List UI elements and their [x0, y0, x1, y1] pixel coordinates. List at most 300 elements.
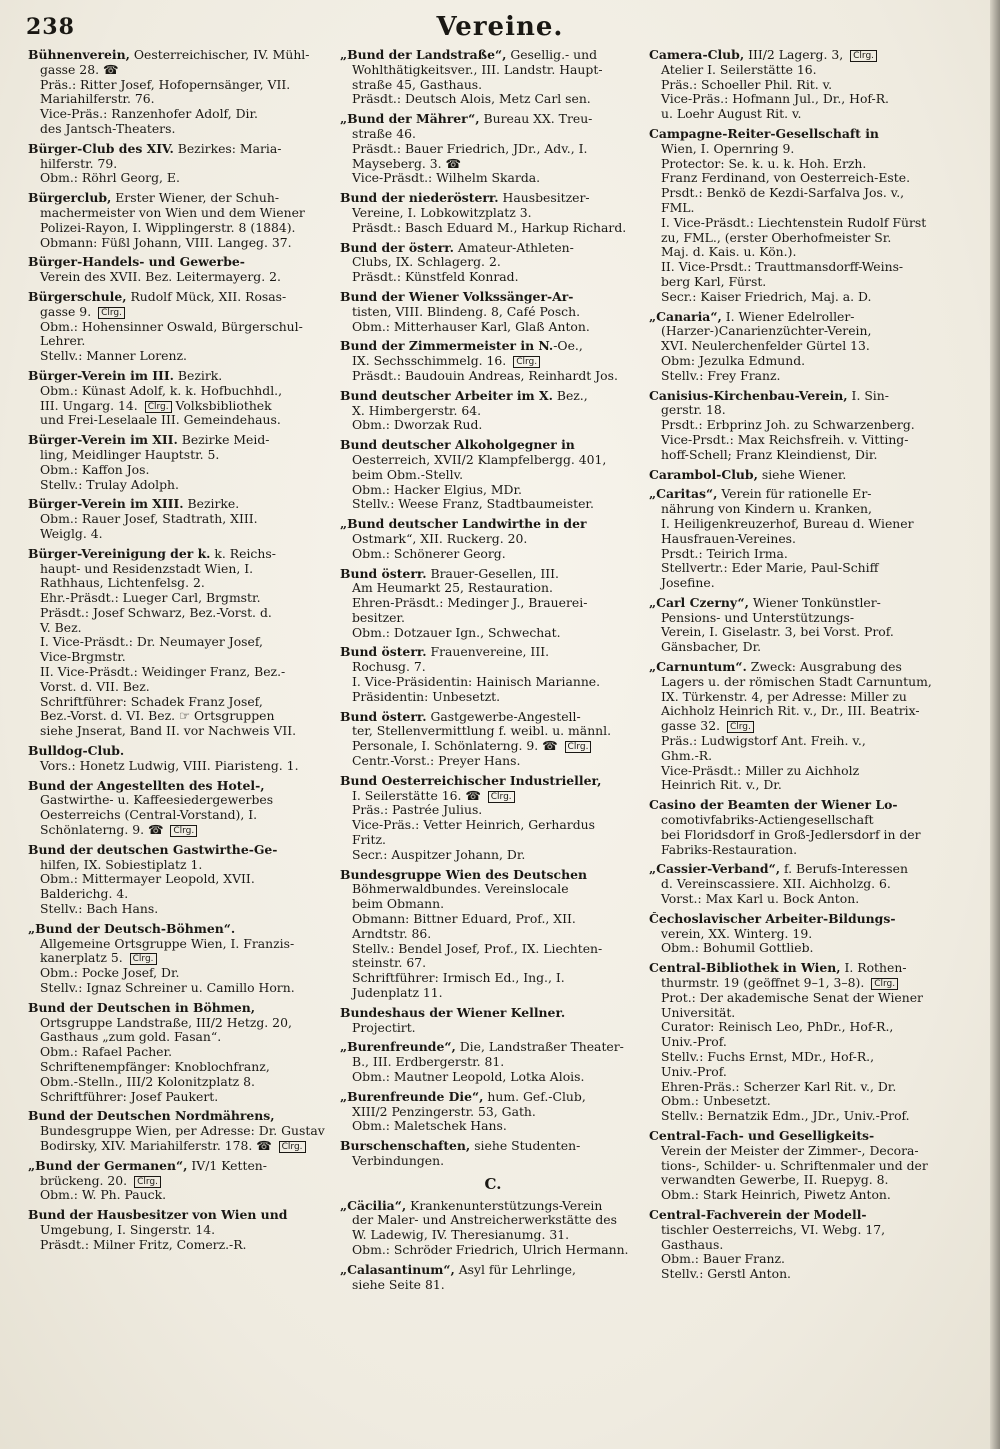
entry-heading-line: Bürgerclub, Erster Wiener, der Schuh-: [28, 191, 280, 206]
directory-entry: [340, 339, 646, 383]
entry-detail-line: (Harzer-)Canarienzüchter-Verein,: [661, 324, 872, 339]
entry-detail-line: Stellvertr.: Eder Marie, Paul-Schiff: [661, 561, 879, 576]
clrg-badge: Clrg.: [513, 356, 540, 368]
entry-detail-line: Ehr.-Präsdt.: Lueger Carl, Brgmstr.: [40, 591, 261, 606]
entry-detail-line: Umgebung, I. Singerstr. 14.: [40, 1222, 216, 1237]
entry-heading-line: Bürger-Handels- und Gewerbe-: [28, 255, 245, 270]
entry-detail-line: Clubs, IX. Schlagerg. 2.: [352, 255, 501, 270]
entry-detail-line: Wohlthätigkeitsver., III. Landstr. Haupt-: [352, 62, 603, 77]
page-header: [20, 10, 980, 46]
entry-detail-line: Allgemeine Ortsgruppe Wien, I. Franzis-: [40, 936, 295, 951]
directory-entry: [28, 433, 333, 492]
entry-detail-line: Josefine.: [661, 576, 715, 591]
entry-detail-line: Vorst.: Max Karl u. Bock Anton.: [661, 892, 860, 907]
directory-entry: [28, 1208, 333, 1252]
entry-detail-line: Mayseberg. 3. ☎: [352, 156, 461, 171]
entry-detail-line: V. Bez.: [40, 620, 82, 635]
entry-detail-line: Stellv.: Fuchs Ernst, MDr., Hof-R.,: [661, 1050, 875, 1064]
clrg-badge: Clrg.: [850, 50, 877, 62]
directory-entry: [340, 112, 646, 186]
entry-detail-line: Obm.: Mittermayer Leopold, XVII.: [40, 872, 255, 887]
entry-detail-line: X. Himbergerstr. 64.: [352, 403, 482, 418]
entry-detail-line: Präs.: Pastrée Julius.: [352, 803, 483, 818]
entry-detail-line: Obm.: Schröder Friedrich, Ulrich Hermann.: [352, 1242, 629, 1257]
directory-entry: [340, 1199, 646, 1258]
entry-detail-line: Vors.: Honetz Ludwig, VIII. Piaristeng. 1.: [40, 758, 299, 773]
entry-heading-line: „Caritas“, Verein für rationelle Er-: [649, 487, 872, 502]
entry-heading-line: Central-Bibliothek in Wien, I. Rothen-: [649, 961, 907, 976]
directory-entry: [28, 290, 333, 364]
entry-detail-line: Univ.-Prof.: [661, 1064, 727, 1079]
entry-detail-line: Präs.: Ritter Josef, Hofopernsänger, VII.: [40, 77, 291, 92]
entry-detail-line: Obm.: Künast Adolf, k. k. Hofbuchhdl.,: [40, 383, 283, 398]
entry-detail-line: Bundesgruppe Wien, per Adresse: Dr. Gustav: [40, 1124, 325, 1139]
entry-heading-line: Bürger-Verein im XII. Bezirke Meid-: [28, 433, 270, 448]
entry-detail-line: Obm.: Bauer Franz.: [661, 1252, 785, 1267]
entry-detail-line: Am Heumarkt 25, Restauration.: [352, 581, 553, 596]
entry-detail-line: Personale, I. Schönlaterng. 9. ☎ Clrg.: [340, 739, 646, 754]
entry-detail-line: Verbindungen.: [352, 1153, 445, 1168]
entry-detail-line: Verein des XVII. Bez. Leitermayerg. 2.: [40, 270, 281, 285]
entry-detail-line: Präsdt.: Baudouin Andreas, Reinhardt Jos.: [352, 368, 618, 383]
entry-detail-line: thurmstr. 19 (geöffnet 9–1, 3–8). Clrg.: [649, 976, 971, 991]
directory-entry: [28, 255, 333, 285]
directory-entry: [649, 310, 971, 384]
column-middle: [340, 48, 646, 1297]
entry-heading-line: Bürger-Vereinigung der k. k. Reichs-: [28, 546, 276, 561]
directory-entry: [340, 1090, 646, 1134]
directory-entry: [28, 369, 333, 428]
entry-heading-line: Canisius-Kirchenbau-Verein, I. Sin-: [649, 388, 889, 403]
entry-detail-line: Ehren-Präs.: Scherzer Karl Rit. v., Dr.: [661, 1079, 897, 1094]
entry-detail-line: Lagers u. der römischen Stadt Carnuntum,: [661, 674, 932, 689]
entry-detail-line: Verein, I. Giselastr. 3, bei Vorst. Prof.: [661, 625, 894, 640]
directory-entry: [340, 1006, 646, 1036]
entry-detail-line: Rochusg. 7.: [352, 660, 426, 675]
entry-heading-line: „Carnuntum“. Zweck: Ausgrabung des: [649, 660, 902, 675]
entry-detail-line: XVI. Neulerchenfelder Gürtel 13.: [661, 339, 870, 354]
directory-entry: [340, 517, 646, 561]
entry-detail-line: straße 45, Gasthaus.: [352, 77, 483, 92]
entry-heading-line: Bundeshaus der Wiener Kellner.: [340, 1005, 566, 1020]
entry-detail-line: Gasthaus.: [661, 1237, 724, 1252]
entry-heading-line: „Bund der Landstraße“, Gesellig.- und: [340, 48, 598, 62]
entry-detail-line: Prsdt.: Teirich Irma.: [661, 546, 788, 561]
entry-detail-line: Pensions- und Unterstützungs-: [661, 610, 855, 625]
entry-detail-line: Vice-Präs.: Ranzenhofer Adolf, Dir.: [40, 107, 258, 122]
entry-detail-line: Oesterreichs (Central-Vorstand), I.: [40, 808, 258, 823]
entry-detail-line: hilfen, IX. Sobiestiplatz 1.: [40, 857, 203, 872]
entry-detail-line: gasse 28. ☎: [40, 62, 119, 77]
entry-detail-line: machermeister von Wien und dem Wiener: [40, 205, 305, 220]
entry-detail-line: Obm.: Unbesetzt.: [661, 1094, 771, 1109]
entry-detail-line: Hausfrauen-Vereines.: [661, 531, 796, 546]
entry-detail-line: Präsdt.: Josef Schwarz, Bez.-Vorst. d.: [40, 605, 272, 620]
entry-detail-line: Präsdt.: Künstfeld Konrad.: [352, 270, 519, 285]
entry-detail-line: Schriftführer: Schadek Franz Josef,: [40, 694, 263, 709]
directory-entry: [28, 547, 333, 739]
entry-heading-line: Bund Oesterreichischer Industrieller,: [340, 773, 602, 788]
entry-detail-line: Judenplatz 11.: [352, 986, 443, 1001]
entry-detail-line: IX. Türkenstr. 4, per Adresse: Miller zu: [661, 689, 907, 704]
directory-entry: [28, 191, 333, 250]
entry-detail-line: Obm.: Bohumil Gottlieb.: [661, 941, 814, 956]
entry-detail-line: Gastwirthe- u. Kaffeesiedergewerbes: [40, 793, 274, 808]
entry-detail-line: Obm.: Hacker Elgius, MDr.: [352, 482, 522, 497]
entry-detail-line: Ghm.-R.: [661, 748, 713, 763]
entry-heading-line: „Carl Czerny“, Wiener Tonkünstler-: [649, 595, 881, 610]
directory-entry: [649, 660, 971, 793]
entry-detail-line: steinstr. 67.: [352, 956, 427, 971]
entry-heading-line: Campagne-Reiter-Gesellschaft in: [649, 126, 879, 141]
entry-detail-line: II. Vice-Präsdt.: Weidinger Franz, Bez.-: [40, 665, 286, 680]
entry-detail-line: ling, Meidlinger Hauptstr. 5.: [40, 447, 220, 462]
entry-detail-line: und Frei-Leselaale III. Gemeindehaus.: [40, 413, 281, 428]
directory-entry: [340, 645, 646, 704]
entry-detail-line: Maj. d. Kais. u. Kön.).: [661, 245, 797, 260]
clrg-badge: Clrg.: [98, 307, 125, 319]
entry-detail-line: Stellv.: Weese Franz, Stadtbaumeister.: [352, 497, 594, 512]
directory-entry: [340, 191, 646, 235]
clrg-badge: Clrg.: [130, 953, 157, 965]
clrg-badge: Clrg.: [488, 791, 515, 803]
entry-heading-line: „Cassier-Verband“, f. Berufs-Interessen: [649, 862, 908, 877]
entry-heading-line: „Bund deutscher Landwirthe in der: [340, 517, 587, 532]
entry-heading-line: Bürger-Verein im XIII. Bezirke.: [28, 497, 240, 512]
entry-heading-line: Bürgerschule, Rudolf Mück, XII. Rosas-: [28, 289, 287, 304]
directory-entry: [340, 290, 646, 334]
entry-detail-line: Stellv.: Bernatzik Edm., JDr., Univ.-Prof.: [661, 1109, 910, 1124]
entry-heading-line: Bund der Wiener Volkssänger-Ar-: [340, 289, 574, 304]
entry-detail-line: Schriftführer: Irmisch Ed., Ing., I.: [352, 971, 565, 986]
entry-heading-line: Čechoslavischer Arbeiter-Bildungs-: [649, 911, 896, 926]
entry-detail-line: Obm.: Kaffon Jos.: [40, 462, 150, 477]
entry-detail-line: Obm.: W. Ph. Pauck.: [40, 1188, 167, 1203]
entry-detail-line: Obm.: Röhrl Georg, E.: [40, 171, 180, 186]
entry-detail-line: Obm.: Maletschek Hans.: [352, 1119, 507, 1134]
entry-detail-line: brückeng. 20. Clrg.: [28, 1174, 333, 1189]
directory-entry: [649, 862, 971, 906]
entry-heading-line: „Cäcilia“, Krankenunterstützungs-Verein: [340, 1198, 603, 1213]
entry-detail-line: Vice-Präs.: Hofmann Jul., Dr., Hof-R.: [661, 92, 889, 107]
entry-detail-line: Balderichg. 4.: [40, 887, 129, 902]
entry-detail-line: Prsdt.: Erbprinz Joh. zu Schwarzenberg.: [661, 418, 915, 433]
entry-heading-line: Bund österr. Frauenvereine, III.: [340, 645, 550, 660]
entry-detail-line: Mariahilferstr. 76.: [40, 92, 155, 107]
entry-heading-line: Bund der österr. Amateur-Athleten-: [340, 240, 574, 255]
entry-detail-line: W. Ladewig, IV. Theresianumg. 31.: [352, 1228, 570, 1243]
entry-detail-line: Vereine, I. Lobkowitzplatz 3.: [352, 205, 532, 220]
entry-detail-line: Präsdt.: Deutsch Alois, Metz Carl sen.: [352, 92, 591, 107]
entry-detail-line: Präsdt.: Milner Fritz, Comerz.-R.: [40, 1237, 247, 1252]
page-title: Vereine.: [436, 12, 564, 42]
entry-detail-line: siehe Jnserat, Band II. vor Nachweis VII.: [40, 724, 297, 739]
clrg-badge: Clrg.: [279, 1141, 306, 1153]
entry-detail-line: Wien, I. Opernring 9.: [661, 141, 795, 156]
clrg-badge: Clrg.: [565, 741, 592, 753]
entry-detail-line: Schönlaterng. 9. ☎ Clrg.: [28, 823, 333, 838]
entry-detail-line: Fabriks-Restauration.: [661, 842, 798, 857]
entry-detail-line: Projectirt.: [352, 1020, 416, 1035]
entry-detail-line: Prsdt.: Benkö de Kezdi-Sarfalva Jos. v.,: [661, 186, 905, 201]
entry-detail-line: Schriftführer: Josef Paukert.: [40, 1089, 219, 1104]
entry-detail-line: zu, FML., (erster Oberhofmeister Sr.: [661, 230, 892, 245]
entry-detail-line: Obm.: Pocke Josef, Dr.: [40, 966, 180, 981]
entry-heading-line: Camera-Club, III/2 Lagerg. 3, Clrg.: [649, 48, 971, 63]
entry-detail-line: verwandten Gewerbe, II. Ruepyg. 8.: [661, 1173, 889, 1188]
entry-detail-line: Curator: Reinisch Leo, PhDr., Hof-R.,: [661, 1020, 894, 1035]
clrg-badge: Clrg.: [145, 401, 172, 413]
page-number: 238: [26, 14, 75, 40]
entry-heading-line: „Burenfreunde“, Die, Landstraßer Theater-: [340, 1040, 624, 1055]
entry-detail-line: Obm.: Rafael Pacher.: [40, 1045, 173, 1060]
entry-detail-line: gasse 9. Clrg.: [28, 305, 333, 320]
directory-entry: [340, 438, 646, 512]
entry-detail-line: bei Floridsdorf in Groß-Jedlersdorf in der: [661, 827, 921, 842]
entry-detail-line: der Maler- und Anstreicherwerkstätte des: [352, 1213, 617, 1228]
directory-entry: [340, 241, 646, 285]
entry-detail-line: Gasthaus „zum gold. Fasan“.: [40, 1030, 222, 1045]
directory-entry: [649, 48, 971, 122]
directory-entry: [649, 596, 971, 655]
entry-heading-line: Bund der Deutschen Nordmährens,: [28, 1109, 275, 1124]
column-right: [649, 48, 971, 1287]
entry-detail-line: IX. Sechsschimmelg. 16. Clrg.: [340, 354, 646, 369]
entry-detail-line: Ostmark“, XII. Ruckerg. 20.: [352, 531, 528, 546]
directory-entry: [28, 142, 333, 186]
entry-detail-line: Stellv.: Manner Lorenz.: [40, 349, 187, 364]
entry-detail-line: Fritz.: [352, 833, 386, 848]
clrg-badge: Clrg.: [170, 825, 197, 837]
entry-heading-line: „Calasantinum“, Asyl für Lehrlinge,: [340, 1262, 576, 1277]
entry-detail-line: kanerplatz 5. Clrg.: [28, 951, 333, 966]
entry-detail-line: Präsidentin: Unbesetzt.: [352, 689, 501, 704]
entry-detail-line: I. Heiligenkreuzerhof, Bureau d. Wiener: [661, 516, 914, 531]
entry-detail-line: comotivfabriks-Actiengesellschaft: [661, 813, 874, 828]
entry-detail-line: Secr.: Kaiser Friedrich, Maj. a. D.: [661, 289, 872, 304]
entry-detail-line: Obmann: Füßl Johann, VIII. Langeg. 37.: [40, 235, 292, 250]
entry-heading-line: Bund der Deutschen in Böhmen,: [28, 1000, 256, 1015]
entry-heading-line: Bund der niederösterr. Hausbesitzer-: [340, 191, 590, 206]
entry-detail-line: Rathhaus, Lichtenfelsg. 2.: [40, 576, 205, 591]
entry-detail-line: Aichholz Heinrich Rit. v., Dr., III. Beatrix-: [661, 704, 920, 719]
entry-detail-line: FML.: [661, 200, 695, 215]
entry-heading-line: Bühnenverein, Oesterreichischer, IV. Mühl-: [28, 48, 310, 62]
entry-detail-line: Vice-Präsdt.: Wilhelm Skarda.: [352, 171, 541, 186]
entry-detail-line: siehe Seite 81.: [352, 1277, 445, 1292]
entry-detail-line: Obm.: Stark Heinrich, Piwetz Anton.: [661, 1188, 891, 1203]
entry-detail-line: Obm.-Stelln., III/2 Kolonitzplatz 8.: [40, 1074, 255, 1089]
entry-detail-line: Präsdt.: Basch Eduard M., Harkup Richard.: [352, 220, 627, 235]
entry-detail-line: ter, Stellenvermittlung f. weibl. u. männl.: [352, 724, 612, 739]
directory-entry: [649, 961, 971, 1124]
entry-detail-line: Univ.-Prof.: [661, 1035, 727, 1050]
entry-detail-line: Lehrer.: [40, 334, 86, 349]
directory-entry: [649, 389, 971, 463]
directory-entry: [28, 48, 333, 137]
directory-entry: [340, 567, 646, 641]
entry-detail-line: hoff-Schell; Franz Kleindienst, Dir.: [661, 447, 878, 462]
directory-entry: [28, 1109, 333, 1153]
directory-entry: [340, 48, 646, 107]
directory-entry: [649, 127, 971, 305]
clrg-badge: Clrg.: [727, 721, 754, 733]
entry-detail-line: des Jantsch-Theaters.: [40, 121, 176, 136]
entry-heading-line: „Bund der Deutsch-Böhmen“.: [28, 921, 236, 936]
entry-detail-line: Gänsbacher, Dr.: [661, 640, 762, 655]
directory-entry: [340, 774, 646, 863]
entry-detail-line: Obmann: Bittner Eduard, Prof., XII.: [352, 912, 576, 927]
entry-heading-line: Central-Fachverein der Modell-: [649, 1207, 867, 1222]
entry-detail-line: Stellv.: Gerstl Anton.: [661, 1267, 791, 1282]
directory-entry: [28, 497, 333, 541]
entry-detail-line: hilferstr. 79.: [40, 156, 118, 171]
entry-detail-line: Vice-Präs.: Vetter Heinrich, Gerhardus: [352, 818, 595, 833]
entry-detail-line: XIII/2 Penzingerstr. 53, Gath.: [352, 1104, 536, 1119]
entry-heading-line: Bürger-Verein im III. Bezirk.: [28, 368, 223, 383]
directory-entry: [28, 922, 333, 996]
entry-detail-line: beim Obmann.: [352, 897, 445, 912]
entry-detail-line: Präs.: Schoeller Phil. Rit. v.: [661, 77, 833, 92]
entry-detail-line: Vice-Prsdt.: Max Reichsfreih. v. Vitting-: [661, 432, 909, 447]
entry-detail-line: Vorst. d. VII. Bez.: [40, 679, 150, 694]
directory-entry: [649, 487, 971, 591]
entry-detail-line: Stellv.: Bendel Josef, Prof., IX. Liechten-: [352, 941, 603, 956]
directory-entry: [649, 468, 971, 483]
directory-entry: [340, 868, 646, 1001]
entry-heading-line: Bund deutscher Arbeiter im X. Bez.,: [340, 388, 588, 403]
entry-detail-line: I. Vice-Präsdt.: Liechtenstein Rudolf Fürst: [661, 215, 927, 230]
entry-detail-line: Atelier I. Seilerstätte 16.: [661, 62, 817, 77]
entry-detail-line: Obm: Jezulka Edmund.: [661, 353, 806, 368]
entry-heading-line: Bund deutscher Alkoholgegner in: [340, 438, 575, 453]
entry-detail-line: Stellv.: Frey Franz.: [661, 368, 781, 383]
entry-detail-line: Universität.: [661, 1005, 736, 1020]
entry-detail-line: Stellv.: Ignaz Schreiner u. Camillo Horn.: [40, 981, 295, 996]
directory-entry: [340, 389, 646, 433]
directory-entry: [28, 1159, 333, 1203]
entry-detail-line: gasse 32. Clrg.: [649, 719, 971, 734]
entry-heading-line: Burschenschaften, siehe Studenten-: [340, 1139, 581, 1154]
entry-detail-line: I. Vice-Präsdt.: Dr. Neumayer Josef,: [40, 635, 263, 650]
entry-detail-line: Obm.: Hohensinner Oswald, Bürgerschul-: [40, 319, 303, 334]
entry-detail-line: Oesterreich, XVII/2 Klampfelbergg. 401,: [352, 452, 607, 467]
entry-heading-line: Bund österr. Gastgewerbe-Angestell-: [340, 709, 581, 724]
entry-detail-line: Verein der Meister der Zimmer-, Decora-: [661, 1143, 919, 1158]
entry-detail-line: Schriftenempfänger: Knoblochfranz,: [40, 1060, 270, 1074]
directory-entry: [340, 1139, 646, 1169]
entry-detail-line: Franz Ferdinand, von Oesterreich-Este.: [661, 171, 911, 186]
entry-heading-line: „Bund der Germanen“, IV/1 Ketten-: [28, 1158, 267, 1173]
entry-detail-line: Obm.: Mautner Leopold, Lotka Alois.: [352, 1070, 585, 1084]
entry-detail-line: Centr.-Vorst.: Preyer Hans.: [352, 754, 521, 769]
entry-detail-line: Ortsgruppe Landstraße, III/2 Hetzg. 20,: [40, 1015, 292, 1030]
entry-detail-line: Stellv.: Trulay Adolph.: [40, 477, 179, 492]
directory-entry: [340, 710, 646, 769]
directory-entry: [28, 843, 333, 917]
directory-entry: [340, 1040, 646, 1084]
entry-detail-line: tions-, Schilder- u. Schriftenmaler und der: [661, 1158, 928, 1173]
entry-detail-line: Obm.: Dworzak Rud.: [352, 418, 483, 433]
entry-detail-line: Arndtstr. 86.: [352, 926, 432, 941]
section-letter-heading: C.: [484, 1174, 502, 1193]
directory-entry: [649, 798, 971, 857]
entry-detail-line: haupt- und Residenzstadt Wien, I.: [40, 561, 254, 576]
entry-heading-line: Bulldog-Club.: [28, 744, 125, 759]
directory-entry: [28, 1001, 333, 1105]
directory-entry: [28, 744, 333, 774]
entry-heading-line: Casino der Beamten der Wiener Lo-: [649, 798, 898, 813]
entry-heading-line: Bund der Zimmermeister in N.-Oe.,: [340, 339, 583, 354]
entry-detail-line: Polizei-Rayon, I. Wipplingerstr. 8 (1884).: [40, 220, 296, 235]
clrg-badge: Clrg.: [134, 1176, 161, 1188]
entry-detail-line: Vice-Präsdt.: Miller zu Aichholz: [661, 763, 860, 778]
entry-heading-line: Bund der deutschen Gastwirthe-Ge-: [28, 842, 278, 857]
entry-heading-line: Bund der Hausbesitzer von Wien und: [28, 1208, 288, 1223]
entry-detail-line: Weiglg. 4.: [40, 526, 103, 541]
entry-detail-line: Bez.-Vorst. d. VI. Bez. ☞ Ortsgruppen: [40, 709, 275, 724]
entry-detail-line: beim Obm.-Stellv.: [352, 467, 464, 482]
entry-detail-line: Obm.: Mitterhauser Karl, Glaß Anton.: [352, 319, 590, 334]
directory-entry: [649, 1208, 971, 1282]
entry-detail-line: III. Ungarg. 14. Clrg. Volksbibliothek: [40, 398, 272, 413]
directory-entry: [340, 1263, 646, 1293]
entry-heading-line: Bund der Angestellten des Hotel-,: [28, 778, 265, 793]
entry-detail-line: I. Vice-Präsidentin: Hainisch Marianne.: [352, 675, 601, 690]
entry-detail-line: Bodirsky, XIV. Mariahilferstr. 178. ☎ Clrg.: [28, 1139, 333, 1154]
entry-detail-line: II. Vice-Prsdt.: Trauttmansdorff-Weins-: [661, 260, 904, 275]
directory-entry: [28, 779, 333, 838]
entry-heading-line: „Burenfreunde Die“, hum. Gef.-Club,: [340, 1089, 586, 1104]
entry-detail-line: berg Karl, Fürst.: [661, 274, 767, 289]
entry-detail-line: Protector: Se. k. u. k. Hoh. Erzh.: [661, 156, 867, 171]
entry-heading-line: „Canaria“, I. Wiener Edelroller-: [649, 309, 855, 324]
clrg-badge: Clrg.: [871, 978, 898, 990]
entry-detail-line: straße 46.: [352, 126, 416, 141]
entry-detail-line: tisten, VIII. Blindeng. 8, Café Posch.: [352, 304, 581, 319]
entry-detail-line: Obm.: Rauer Josef, Stadtrath, XIII.: [40, 512, 258, 527]
entry-detail-line: nährung von Kindern u. Kranken,: [661, 502, 872, 517]
entry-heading-line: Central-Fach- und Geselligkeits-: [649, 1128, 875, 1143]
entry-heading-line: Bundesgruppe Wien des Deutschen: [340, 867, 587, 882]
column-left: [28, 48, 333, 1258]
entry-detail-line: Präs.: Ludwigstorf Ant. Freih. v.,: [661, 734, 866, 749]
entry-heading-line: Carambol-Club, siehe Wiener.: [649, 467, 847, 482]
entry-detail-line: Vice-Brgmstr.: [40, 650, 126, 665]
entry-heading-line: Bürger-Club des XIV. Bezirkes: Maria-: [28, 141, 282, 156]
entry-detail-line: Böhmerwaldbundes. Vereinslocale: [352, 882, 569, 897]
entry-detail-line: Prot.: Der akademische Senat der Wiener: [661, 990, 923, 1005]
entry-detail-line: Präsdt.: Bauer Friedrich, JDr., Adv., I.: [352, 141, 588, 156]
entry-detail-line: Ehren-Präsdt.: Medinger J., Brauerei-: [352, 596, 588, 611]
entry-detail-line: Obm.: Dotzauer Ign., Schwechat.: [352, 625, 561, 640]
entry-detail-line: B., III. Erdbergerstr. 81.: [352, 1055, 505, 1070]
entry-detail-line: u. Loehr August Rit. v.: [661, 107, 802, 122]
entry-detail-line: verein, XX. Winterg. 19.: [661, 926, 813, 941]
entry-heading-line: Bund österr. Brauer-Gesellen, III.: [340, 566, 559, 581]
directory-entry: [649, 1129, 971, 1203]
entry-detail-line: Obm.: Schönerer Georg.: [352, 546, 506, 561]
entry-detail-line: Stellv.: Bach Hans.: [40, 902, 159, 917]
entry-detail-line: Heinrich Rit. v., Dr.: [661, 778, 782, 793]
entry-detail-line: besitzer.: [352, 610, 405, 625]
entry-detail-line: tischler Oesterreichs, VI. Webg. 17,: [661, 1222, 886, 1237]
entry-detail-line: gerstr. 18.: [661, 403, 726, 418]
entry-heading-line: „Bund der Mährer“, Bureau XX. Treu-: [340, 112, 593, 127]
page-edge-shadow: [990, 0, 1000, 1449]
directory-entry: [649, 912, 971, 956]
entry-detail-line: Secr.: Auspitzer Johann, Dr.: [352, 847, 526, 862]
